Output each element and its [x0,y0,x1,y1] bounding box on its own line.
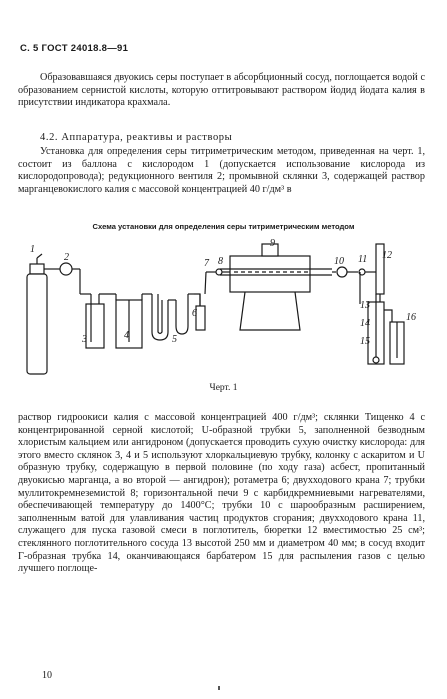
label-10: 10 [334,256,344,267]
label-3: 3 [82,334,87,345]
label-8: 8 [218,256,223,267]
spherical-tube [332,267,358,277]
reducing-valve [60,263,86,294]
section-heading: 4.2. Аппаратура, реактивы и растворы [40,132,233,143]
label-7: 7 [204,258,209,269]
label-16: 16 [406,312,416,323]
label-15: 15 [360,336,370,347]
paragraph-intro: Образовавшаяся двуокись серы поступает в абсорбционный сосуд, поглощается водой с образованием сернистой кислоты, которую оттитровывают раствором йодид йодата калия в присутствии индикатора крахмала. [18,72,425,109]
oxygen-cylinder [27,254,60,374]
figure-caption: Схема установки для определения серы титриметрическим методом [92,222,355,231]
paragraph-apparatus: Установка для определения серы титриметрическим методом, приведенная на черт. 1, состоит из баллона с кислородом 1 (допускается использование кислорода из кислородопровода); редукционного вентиля 2; промывной склянки 3, содержащей раствор марганцевокислого калия с массовой концентрацией 40 г/дм³ в [18,146,425,195]
label-12: 12 [382,250,392,261]
label-13: 13 [360,300,370,311]
paragraph-components: раствор гидроокиси калия с массовой концентрацией 400 г/дм³; склянки Тищенко 4 с концентрированной серной кислотой; U-образной трубки 5, заполненной безводным хлористым кальцием или ангидроном (допускается проводить сухую очистку кислорода: для этого вместо склянок 3, 4 и 5 используют хлоркальциевую трубку, колонку с аскаритом и U образную трубку, содержащую в первой половине (по ходу газа) асбест, пропитанный двуокисью марганца, а во второй — ангидрон); ротаметра 6; двухходового крана 7; трубки муллитокремнеземистой 8; горизонтальной печи 9 с карбидкремниевыми нагревателями, обеспечивающей температуру до 1400°С; трубки 10 с шарообразным расширением, заполненным ватой для улавливания частиц продуктов сгорания; двухходового крана 11, служащего для пуска газовой смеси в поглотитель, бюретки 12 вместимостью 25 см³; стеклянного поглотительного сосуда 13 высотой 250 мм и диаметром 40 мм; в сосуд входит Г-образная трубка 14, оканчивающаяся барбатером 15 для распыления газов с целью лучшего поглоще- [18,412,425,575]
label-9: 9 [270,238,275,249]
label-14: 14 [360,318,370,329]
wash-bottle [86,294,116,348]
furnace [220,244,332,330]
two-way-valve-11 [359,269,376,275]
two-way-valve-7 [206,269,230,275]
apparatus-diagram [20,234,420,380]
figure-number: Черт. 1 [209,383,238,393]
page-header: С. 5 ГОСТ 24018.8—91 [20,43,129,54]
label-5: 5 [172,334,177,345]
page-number: 10 [42,670,52,681]
rotameter [194,272,206,330]
label-11: 11 [358,254,368,265]
label-1: 1 [30,244,35,255]
second-vessel [390,322,404,364]
label-4: 4 [124,330,129,341]
scan-mark [218,686,220,690]
label-6: 6 [192,308,197,319]
label-2: 2 [64,252,69,263]
tishchenko-bottle [116,294,152,348]
